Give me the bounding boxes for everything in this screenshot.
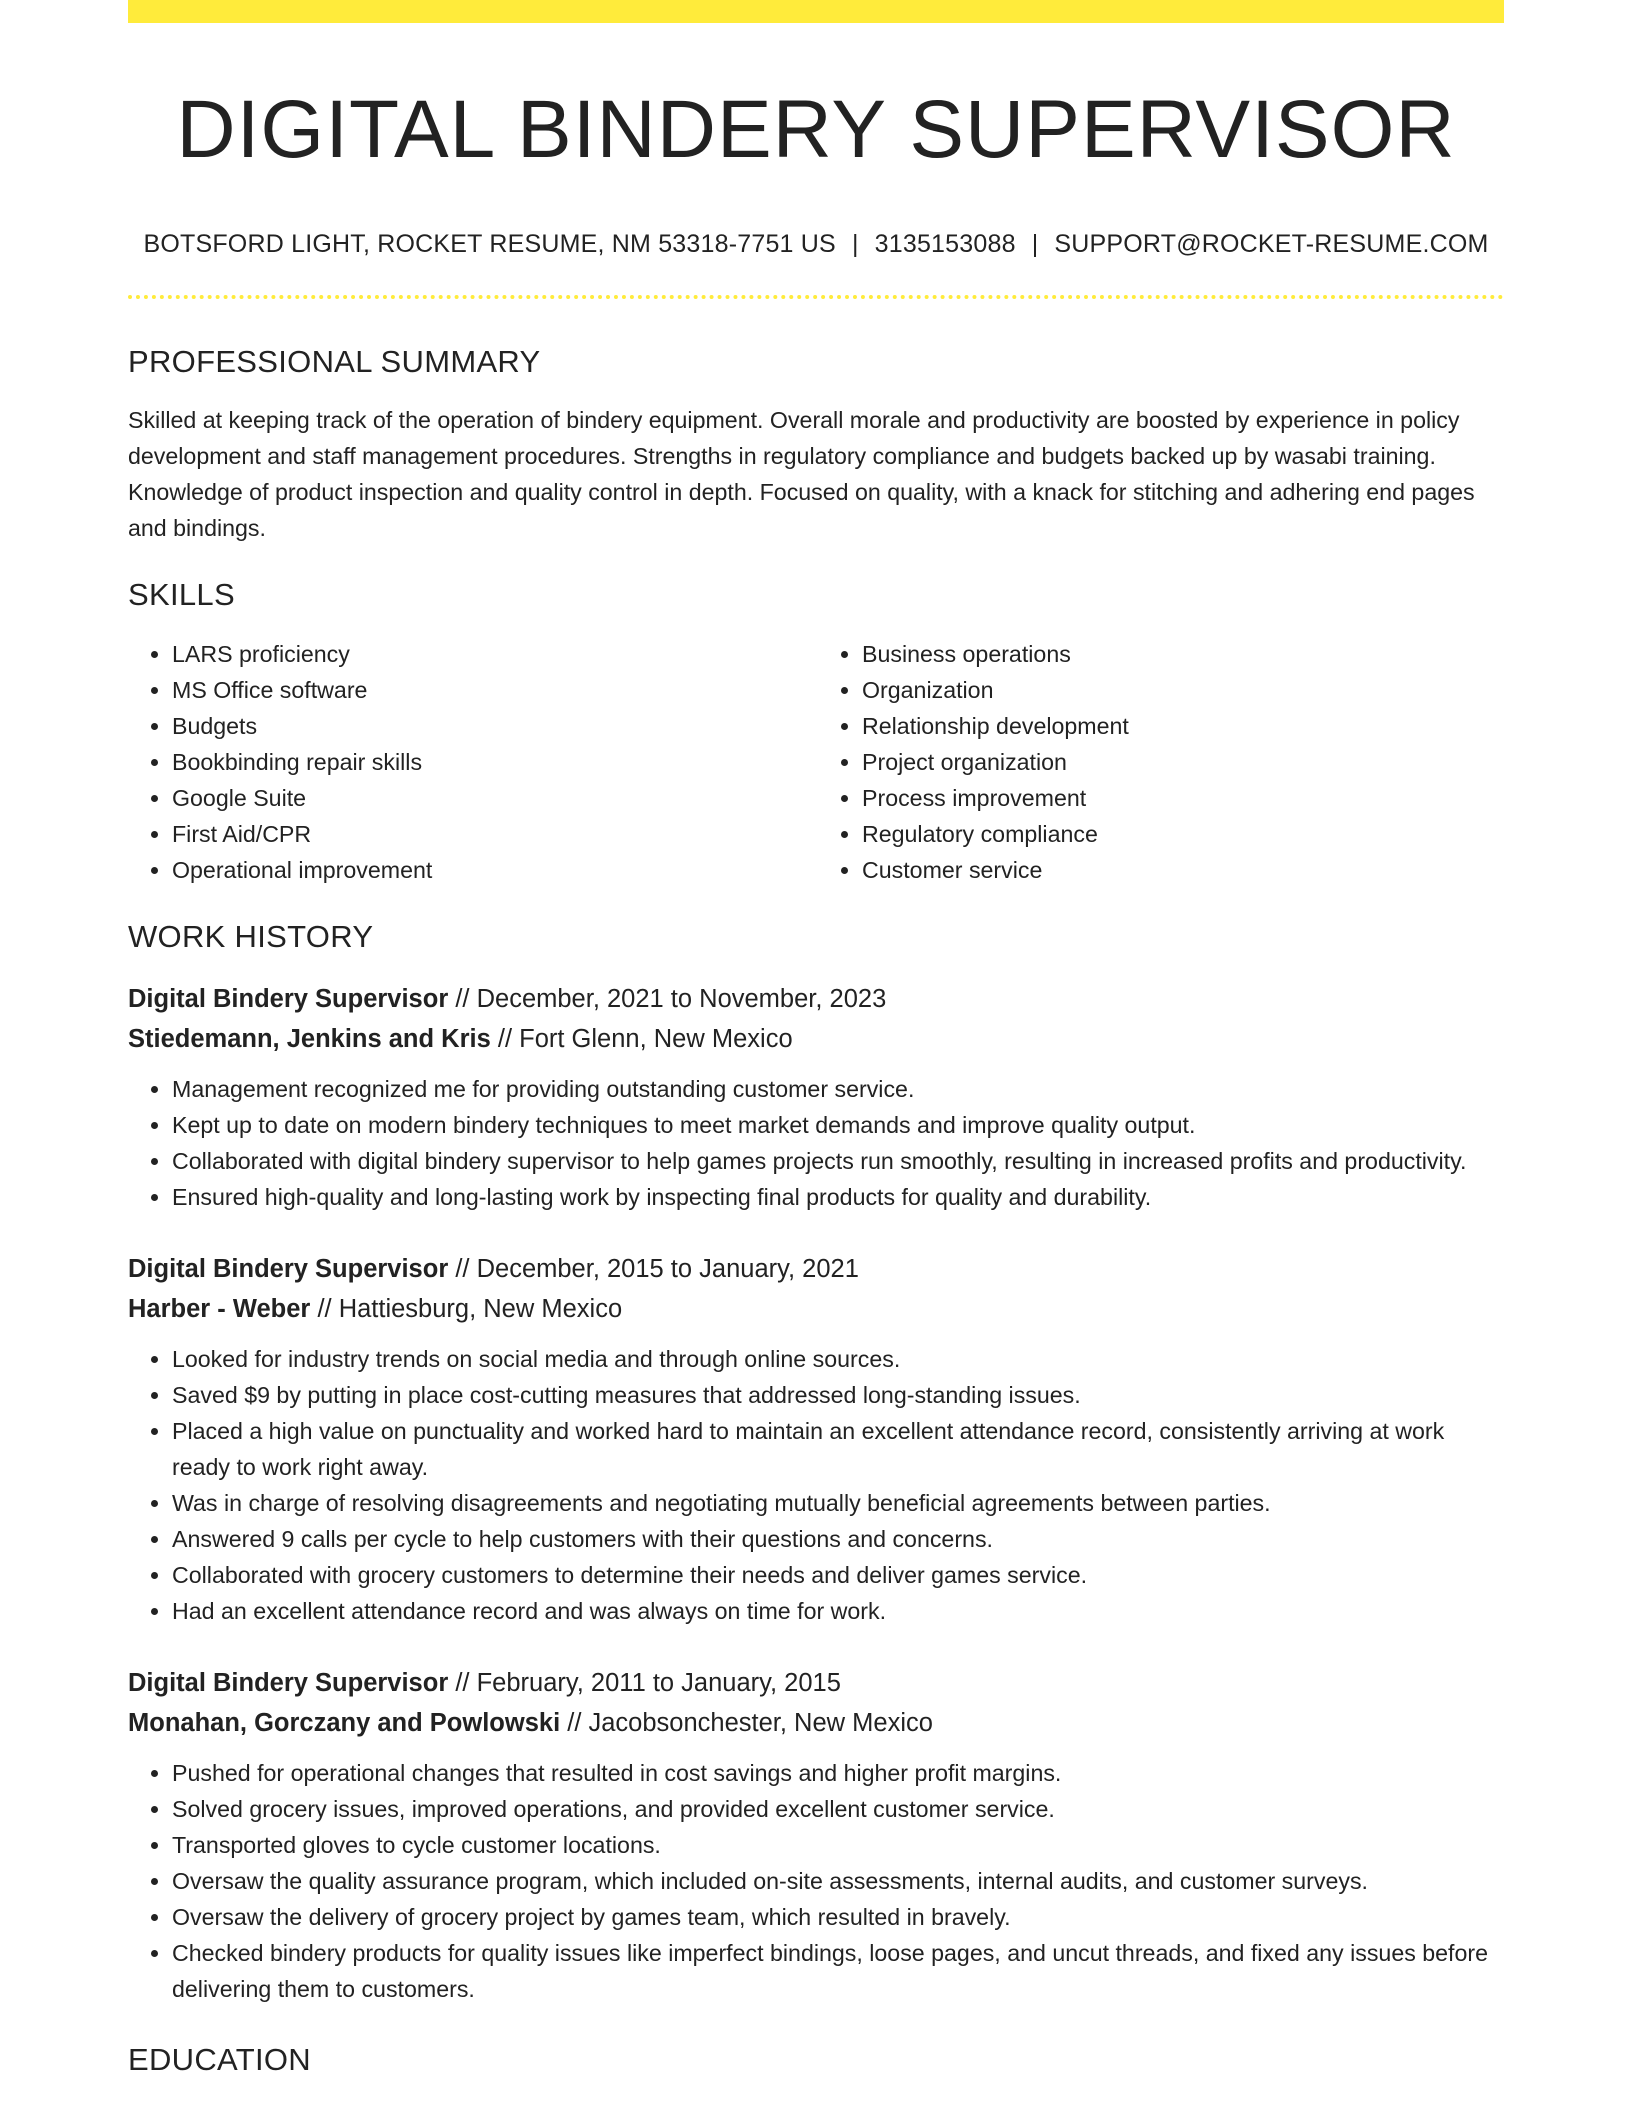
education-heading: EDUCATION (128, 2041, 311, 2077)
job-title-line (128, 979, 1504, 1019)
job-title-line (128, 1663, 1504, 1703)
job-bullet: • Placed a high value on punctuality and worked hard to maintain an excellent attendance record, consistently arriving at work ready to work right away. (172, 1413, 1504, 1485)
contact-separator: | (1031, 230, 1039, 259)
job-location: // Hattiesburg, New Mexico (317, 1294, 623, 1323)
skill-item: • Project organization (862, 744, 1496, 780)
skill-item: • Business operations (862, 636, 1496, 672)
job-bullet: • Oversaw the delivery of grocery project by games team, which resulted in bravely. (172, 1899, 1504, 1935)
job-bullets (128, 1755, 1504, 2007)
job-title: Digital Bindery Supervisor (128, 1668, 449, 1697)
skill-item: • Organization (862, 672, 1496, 708)
job-bullet: • Answered 9 calls per cycle to help customers with their questions and concerns. (172, 1521, 1504, 1557)
job-title: Digital Bindery Supervisor (128, 1254, 449, 1283)
work-history-heading: WORK HISTORY (128, 918, 374, 954)
skills-heading: SKILLS (128, 577, 235, 613)
summary-heading: PROFESSIONAL SUMMARY (128, 344, 541, 380)
job-entry (128, 1663, 1504, 2007)
job-company: Stiedemann, Jenkins and Kris (128, 1024, 491, 1053)
job-bullet: • Looked for industry trends on social media and through online sources. (172, 1341, 1504, 1377)
job-bullet: • Collaborated with grocery customers to determine their needs and deliver games service. (172, 1557, 1504, 1593)
resume-page (128, 0, 1504, 2078)
contact-phone: 3135153088 (874, 230, 1016, 259)
skill-item: • LARS proficiency (172, 636, 806, 672)
skill-item: • Customer service (862, 852, 1496, 888)
job-dates: // February, 2011 to January, 2015 (455, 1668, 841, 1697)
job-bullet: • Solved grocery issues, improved operations, and provided excellent customer service. (172, 1791, 1504, 1827)
skill-item: • First Aid/CPR (172, 816, 806, 852)
job-title: Digital Bindery Supervisor (128, 984, 449, 1013)
skills-column-right (806, 636, 1496, 888)
skill-item: • Google Suite (172, 780, 806, 816)
contact-line (128, 229, 1504, 259)
job-bullet: • Was in charge of resolving disagreements and negotiating mutually beneficial agreements between parties. (172, 1485, 1504, 1521)
job-company-line (128, 1019, 1504, 1059)
job-company-line (128, 1289, 1504, 1329)
skill-item: • Process improvement (862, 780, 1496, 816)
job-bullet: • Collaborated with digital bindery supervisor to help games projects run smoothly, resulting in increased profits and productivity. (172, 1143, 1504, 1179)
job-dates: // December, 2015 to January, 2021 (455, 1254, 859, 1283)
skill-item: • Relationship development (862, 708, 1496, 744)
summary-text: Skilled at keeping track of the operation of bindery equipment. Overall morale and productivity are boosted by experience in policy development and staff management procedures. Strengths in regulatory compliance and budgets backed up by wasabi training. Knowledge of product inspection and quality control in depth. Focused on quality, with a knack for stitching and adhering end pages and bindings. (128, 407, 1475, 542)
skill-item: • MS Office software (172, 672, 806, 708)
skills-column-left (128, 636, 806, 888)
job-bullet: • Pushed for operational changes that resulted in cost savings and higher profit margins. (172, 1755, 1504, 1791)
job-bullet: • Oversaw the quality assurance program, which included on-site assessments, internal audits, and customer surveys. (172, 1863, 1504, 1899)
job-bullet: • Had an excellent attendance record and was always on time for work. (172, 1593, 1504, 1629)
contact-separator: | (851, 230, 859, 259)
job-bullets (128, 1341, 1504, 1629)
top-accent-bar (128, 0, 1504, 23)
skill-item: • Operational improvement (172, 852, 806, 888)
contact-address: BOTSFORD LIGHT, ROCKET RESUME, NM 53318-7751 US (143, 230, 836, 259)
skill-item: • Budgets (172, 708, 806, 744)
job-company: Harber - Weber (128, 1294, 311, 1323)
job-company: Monahan, Gorczany and Powlowski (128, 1708, 561, 1737)
job-bullet: • Kept up to date on modern bindery techniques to meet market demands and improve quality output. (172, 1107, 1504, 1143)
job-entry (128, 1249, 1504, 1629)
skill-item: • Bookbinding repair skills (172, 744, 806, 780)
skill-item: • Regulatory compliance (862, 816, 1496, 852)
job-dates: // December, 2021 to November, 2023 (455, 984, 887, 1013)
job-location: // Fort Glenn, New Mexico (497, 1024, 793, 1053)
resume-name: DIGITAL BINDERY SUPERVISOR (176, 84, 1456, 175)
job-bullet: • Management recognized me for providing outstanding customer service. (172, 1071, 1504, 1107)
job-bullet: • Saved $9 by putting in place cost-cutting measures that addressed long-standing issues. (172, 1377, 1504, 1413)
dotted-divider (128, 295, 1504, 299)
contact-email: SUPPORT@ROCKET-RESUME.COM (1054, 230, 1489, 259)
job-bullet: • Ensured high-quality and long-lasting work by inspecting final products for quality and durability. (172, 1179, 1504, 1215)
job-company-line (128, 1703, 1504, 1743)
job-entry (128, 979, 1504, 1215)
job-title-line (128, 1249, 1504, 1289)
job-location: // Jacobsonchester, New Mexico (567, 1708, 933, 1737)
job-bullets (128, 1071, 1504, 1215)
job-bullet: • Checked bindery products for quality issues like imperfect bindings, loose pages, and uncut threads, and fixed any issues before delivering them to customers. (172, 1935, 1504, 2007)
skills-list (128, 636, 1504, 888)
job-bullet: • Transported gloves to cycle customer locations. (172, 1827, 1504, 1863)
